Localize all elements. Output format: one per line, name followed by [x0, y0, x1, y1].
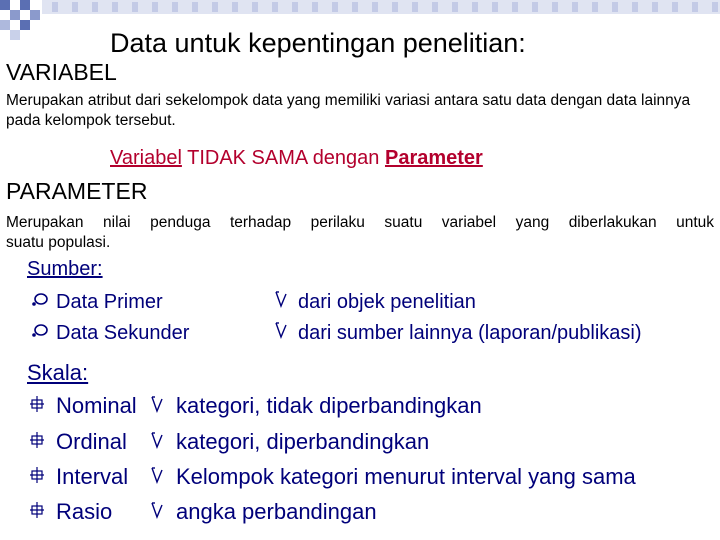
skala-desc-row: [146, 429, 429, 455]
ring-bullet-icon: [30, 321, 56, 344]
arrow-icon: [146, 499, 168, 525]
cross-bullet-icon: [30, 501, 56, 524]
skala-label: Nominal: [56, 393, 137, 418]
skala-desc: kategori, diperbandingkan: [176, 429, 430, 454]
sumber-desc: dari sumber lainnya (laporan/publikasi): [298, 322, 642, 344]
arrow-icon: [146, 429, 168, 455]
comparison-statement: [110, 147, 483, 170]
comparison-word-variabel: Variabel: [110, 147, 182, 169]
parameter-definition-line1: Merupakan nilai penduga terhadap perilaku suatu variabel yang diberlakukan untuk: [6, 214, 714, 231]
ring-bullet-icon: [30, 290, 56, 313]
skala-desc: Kelompok kategori menurut interval yang sama: [176, 464, 636, 489]
sumber-label: Data Primer: [56, 291, 163, 313]
comparison-word-parameter: Parameter: [384, 147, 483, 169]
skala-label: Interval: [56, 464, 129, 489]
cross-bullet-icon: [30, 395, 56, 418]
skala-heading: Skala:: [27, 360, 89, 385]
skala-label: Ordinal: [56, 429, 127, 454]
skala-desc-row: [146, 499, 377, 525]
cross-bullet-icon: [30, 431, 56, 454]
parameter-definition: [6, 213, 714, 253]
sumber-desc: dari objek penelitian: [298, 291, 476, 313]
parameter-heading: PARAMETER: [6, 178, 148, 204]
comparison-middle-text: TIDAK SAMA dengan: [181, 147, 385, 169]
sumber-desc-row: [270, 321, 642, 345]
arrow-icon: [270, 290, 292, 314]
cross-bullet-icon: [30, 466, 56, 489]
skala-desc: angka perbandingan: [176, 499, 377, 524]
skala-item: [30, 393, 137, 419]
skala-item: [30, 464, 128, 490]
skala-label: Rasio: [56, 499, 113, 524]
sumber-label: Data Sekunder: [56, 322, 190, 344]
arrow-icon: [270, 321, 292, 345]
sumber-desc-row: [270, 290, 476, 314]
skala-desc: kategori, tidak diperbandingkan: [176, 393, 482, 418]
page-title: Data untuk kepentingan penelitian:: [110, 28, 526, 58]
variabel-definition: Merupakan atribut dari sekelompok data yang memiliki variasi antara satu data dengan data lainnya pada kelompok tersebut.: [6, 92, 691, 129]
variabel-heading: VARIABEL: [6, 59, 117, 85]
sumber-item: [30, 321, 189, 345]
sumber-heading: Sumber:: [27, 258, 103, 280]
skala-desc-row: [146, 464, 636, 490]
skala-item: [30, 429, 127, 455]
arrow-icon: [146, 464, 168, 490]
arrow-icon: [146, 393, 168, 419]
parameter-definition-line2: suatu populasi.: [6, 234, 111, 251]
skala-item: [30, 499, 112, 525]
skala-desc-row: [146, 393, 482, 419]
sumber-item: [30, 290, 163, 314]
